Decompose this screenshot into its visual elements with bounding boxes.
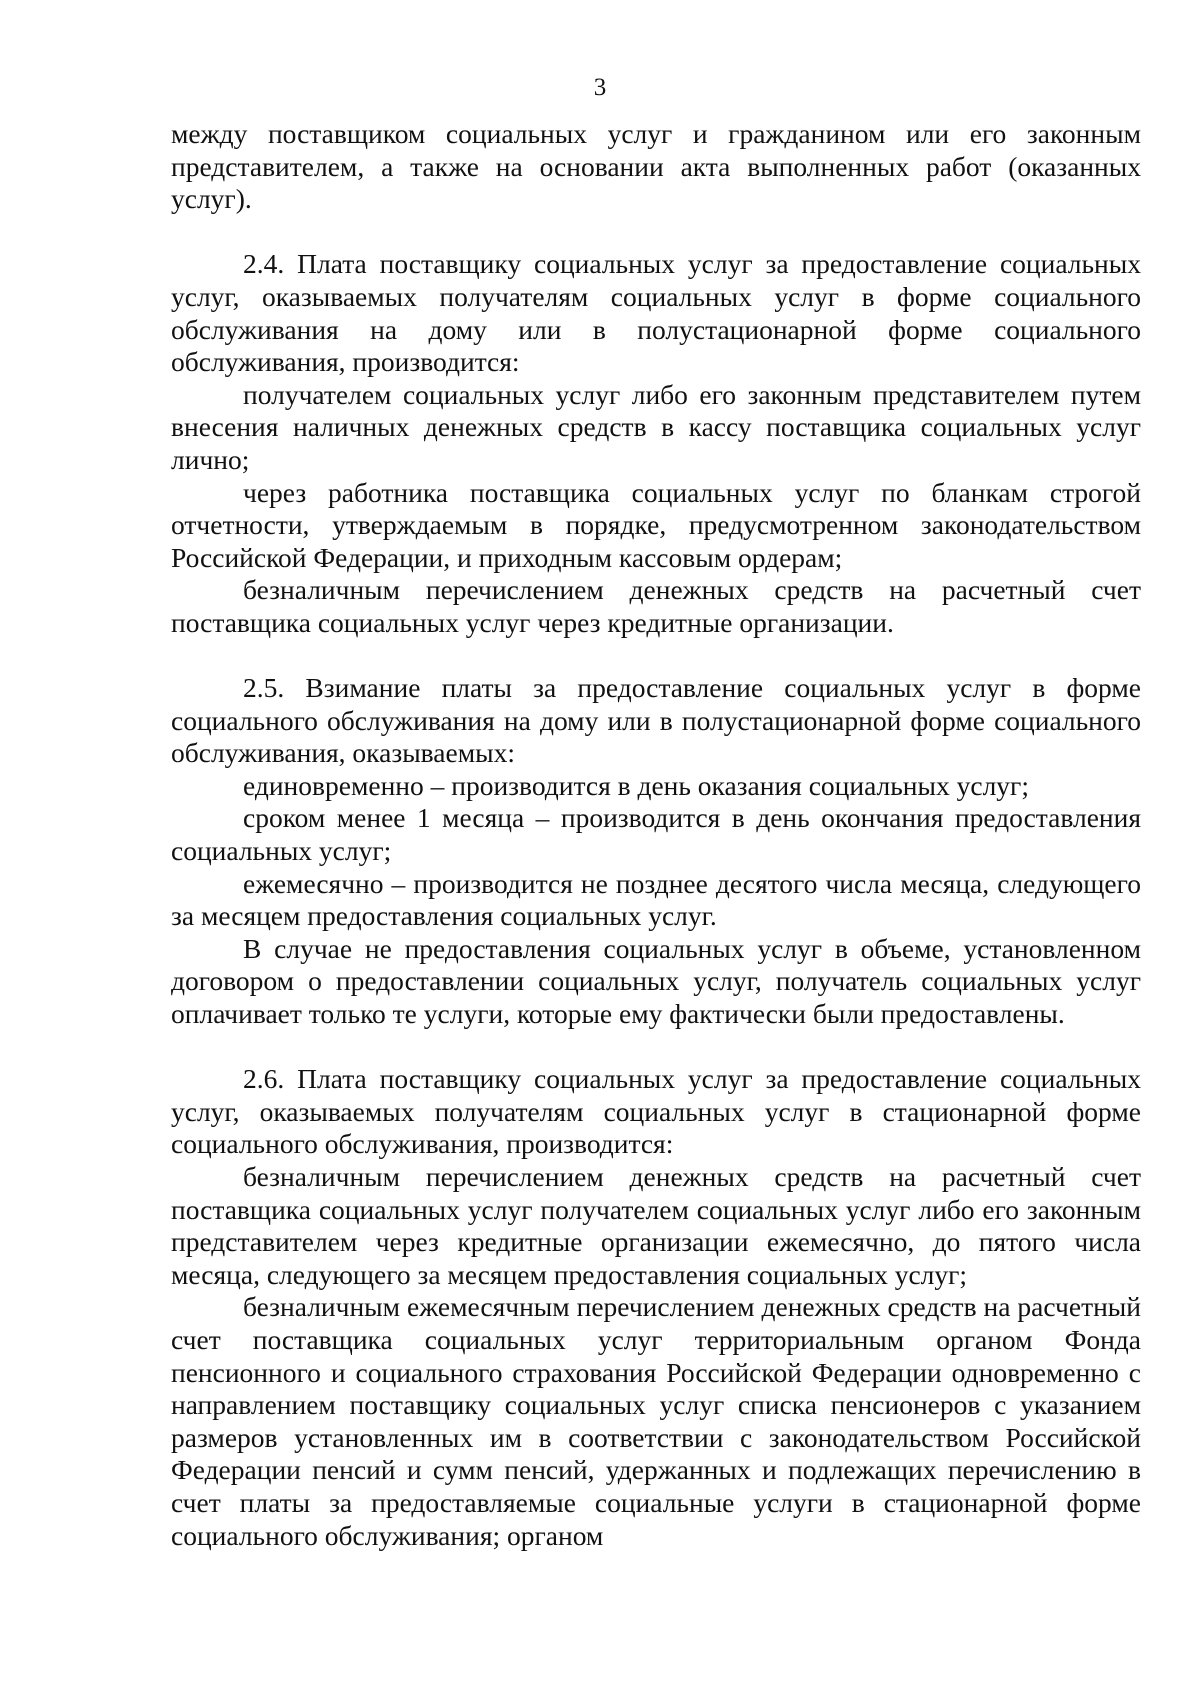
clause-2-4-item-employee: через работника поставщика социальных услуг по бланкам строгой отчетности, утверждаемым в порядке, предусмотренном законодательством Российской Федерации, и приходным кассовым ордерам; bbox=[171, 476, 1141, 573]
clause-2-6-item-fund-transfer: безналичным ежемесячным перечислением денежных средств на расчетный счет поставщика социальных услуг территориальным органом Фонда пенсионного и социального страхования Российской Федерации одновременно с направлением поставщику социальных услуг списка пенсионеров с указанием размеров установленных им в соответствии с законодательством Российской Федерации пенсий и сумм пенсий, удержанных и подлежащих перечислению в счет платы за предоставляемые социальные услуги в стационарной форме социального обслуживания; органом bbox=[171, 1291, 1141, 1551]
clause-2-5-item-monthly: ежемесячно – производится не позднее десятого числа месяца, следующего за месяцем предоставления социальных услуг. bbox=[171, 867, 1141, 932]
page-number: 3 bbox=[593, 74, 607, 101]
clause-2-4: 2.4. Плата поставщику социальных услуг за предоставление социальных услуг, оказываемых получателям социальных услуг в форме социального обслуживания на дому или в полустационарной форме социального обслуживания, производится: bbox=[171, 248, 1141, 378]
clause-2-5-note: В случае не предоставления социальных услуг в объеме, установленном договором о предоставлении социальных услуг, получатель социальных услуг оплачивает только те услуги, которые ему фактически были предоставлены. bbox=[171, 932, 1141, 1030]
clause-2-6-item-recipient-transfer: безналичным перечислением денежных средств на расчетный счет поставщика социальных услуг получателем социальных услуг либо его законным представителем через кредитные организации ежемесячно, до пятого числа месяца, следующего за месяцем предоставления социальных услуг; bbox=[171, 1161, 1141, 1290]
clause-2-5-item-onetime: единовременно – производится в день оказания социальных услуг; bbox=[243, 769, 1029, 801]
clause-2-5: 2.5. Взимание платы за предоставление социальных услуг в форме социального обслуживания на дому или в полустационарной форме социального обслуживания, оказываемых: bbox=[171, 672, 1141, 769]
clause-2-4-item-cash: получателем социальных услуг либо его законным представителем путем внесения наличных денежных средств в кассу поставщика социальных услуг лично; bbox=[171, 378, 1141, 475]
document-body bbox=[171, 118, 1141, 1552]
clause-2-4-item-transfer: безналичным перечислением денежных средств на расчетный счет поставщика социальных услуг через кредитные организации. bbox=[171, 574, 1141, 638]
clause-2-6: 2.6. Плата поставщику социальных услуг за предоставление социальных услуг, оказываемых получателям социальных услуг в стационарной форме социального обслуживания, производится: bbox=[171, 1063, 1141, 1160]
clause-2-5-item-short-term: сроком менее 1 месяца – производится в день окончания предоставления социальных услуг; bbox=[171, 802, 1141, 867]
paragraph-continuation: между поставщиком социальных услуг и гражданином или его законным представителем, а также на основании акта выполненных работ (оказанных услуг). bbox=[171, 118, 1141, 215]
